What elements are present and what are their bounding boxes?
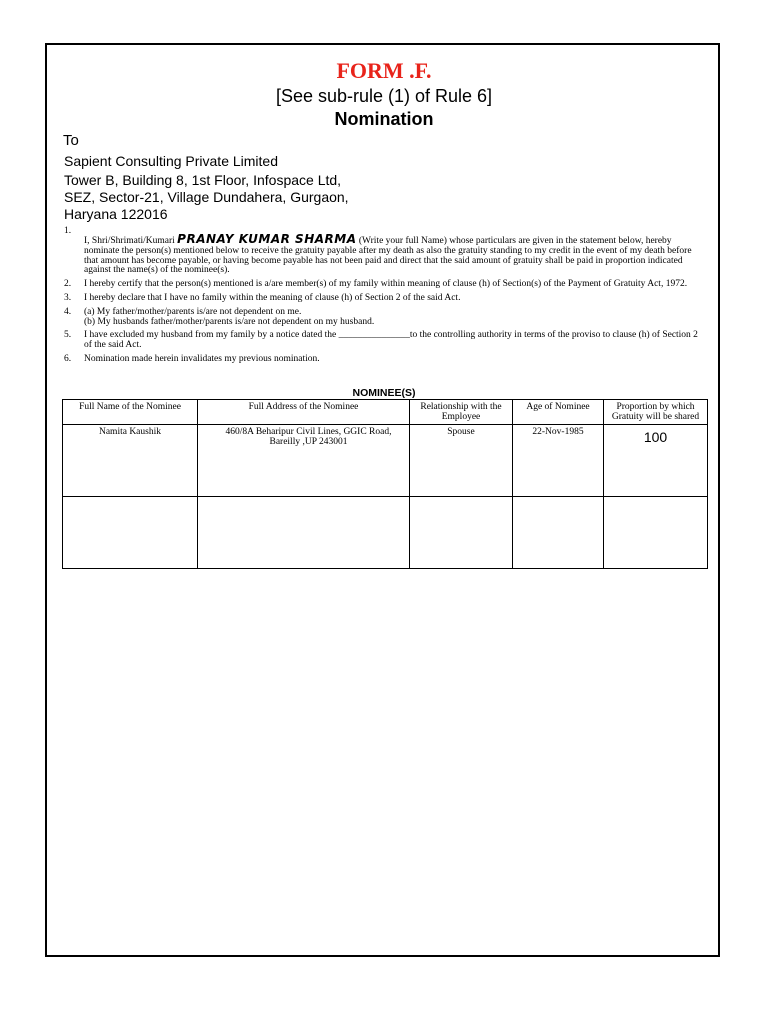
nominees-heading: NOMINEE(S) [352, 387, 416, 399]
form-title: FORM .F. [336, 58, 432, 83]
employee-name-field: PRANAY KUMAR SHARMA [177, 232, 357, 246]
clause-4b-text: (b) My husbands father/mother/parents is/are not dependent on my husband. [84, 316, 375, 327]
clause-number: 2. [64, 279, 72, 290]
clause-1 [64, 227, 704, 276]
nominee-age: 22-Nov-1985 [513, 425, 604, 497]
clause-number: 3. [64, 292, 72, 303]
clauses-list [64, 227, 704, 369]
header-relationship: Relationship with the Employee [410, 400, 513, 425]
addressee-line: SEZ, Sector-21, Village Dundahera, Gurgaon, [64, 189, 349, 205]
table-row [63, 425, 708, 497]
addressee-line: Sapient Consulting Private Limited [64, 153, 279, 169]
clause-3-text: I hereby declare that I have no family within the meaning of clause (h) of Section 2 of the said Act. [84, 292, 461, 303]
header-name: Full Name of the Nominee [63, 400, 198, 425]
nominee-address: 460/8A Beharipur Civil Lines, GGIC Road, Bareilly ,UP 243001 [198, 425, 410, 497]
clause-5-text: I have excluded my husband from my family by a notice dated the _______________to the controlling authority in terms of the proviso to clause (h) of Section 2 of the said Act. [84, 330, 698, 351]
nominee-relationship [410, 497, 513, 569]
form-heading: Nomination [334, 109, 434, 129]
nominee-age [513, 497, 604, 569]
addressee-block [64, 153, 349, 223]
clause-6-text: Nomination made herein invalidates my previous nomination. [84, 353, 320, 364]
nominee-proportion-cell [604, 425, 708, 497]
clause-number: 1. [64, 226, 72, 236]
clause-1-text: (Write your full Name) whose particulars are given in the statement below, hereby nominate the person(s) mentioned below to receive the gratuity payable after my death as also the gratuity standing to my credit in the event of my death before that amount has become payable, or having become payable has not been paid and direct that the said amount of gratuity shall be paid in proportion indicated against the name(s) of the nominee(s). [84, 236, 692, 276]
nominee-address [198, 497, 410, 569]
header-proportion: Proportion by which Gratuity will be shared [604, 400, 708, 425]
addressee-line: Haryana 122016 [64, 206, 168, 222]
nominee-proportion: 100 [643, 429, 668, 445]
nominee-name [63, 497, 198, 569]
nominee-name: Namita Kaushik [63, 425, 198, 497]
clause-6 [64, 355, 704, 365]
clause-2 [64, 280, 704, 290]
header-address: Full Address of the Nominee [198, 400, 410, 425]
clause-1-prefix: I, Shri/Shrimati/Kumari [84, 236, 175, 246]
clause-4a-text: (a) My father/mother/parents is/are not dependent on me. [84, 306, 302, 317]
nominees-table [62, 399, 708, 569]
table-row [63, 497, 708, 569]
header-age: Age of Nominee [513, 400, 604, 425]
clause-2-text: I hereby certify that the person(s) mentioned is a/are member(s) of my family within meaning of clause (h) of Section(s) of the Payment of Gratuity Act, 1972. [84, 279, 688, 290]
clause-4 [64, 308, 704, 328]
nominee-proportion [604, 497, 708, 569]
form-subtitle: [See sub-rule (1) of Rule 6] [275, 86, 493, 106]
table-header-row [63, 400, 708, 425]
clause-5 [64, 331, 704, 351]
clause-number: 4. [64, 306, 72, 317]
nominee-relationship: Spouse [410, 425, 513, 497]
addressee-to: To [63, 132, 79, 149]
addressee-line: Tower B, Building 8, 1st Floor, Infospace Ltd, [64, 172, 342, 188]
clause-number: 5. [64, 330, 72, 341]
clause-number: 6. [64, 353, 72, 364]
clause-3 [64, 294, 704, 304]
